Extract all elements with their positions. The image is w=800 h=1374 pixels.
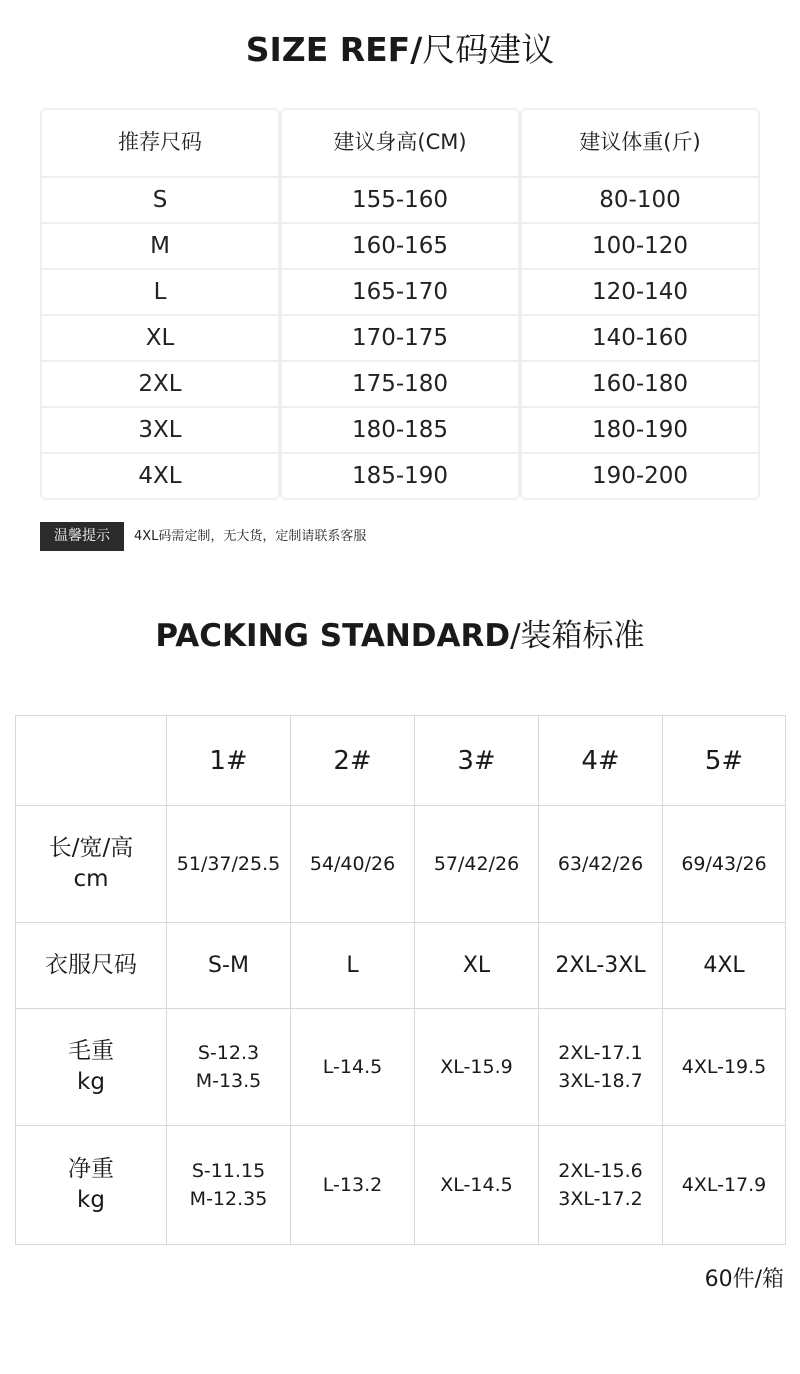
size-cell: L (153, 279, 167, 305)
height-cell: 180-185 (351, 417, 449, 443)
size-ref-title-cn: 尺码建议 (422, 30, 555, 69)
weight-cell: 190-200 (591, 463, 689, 489)
dimension-cell: 57/42/26 (415, 806, 539, 923)
gross-weight-cell: 4XL-19.5 (663, 1009, 786, 1126)
table-row (16, 1009, 786, 1126)
packing-title-cn: /装箱标准 (510, 618, 645, 654)
clothing-size-cell: S-M (167, 923, 291, 1009)
corner-cell (16, 716, 167, 806)
height-cell: 155-160 (351, 187, 449, 213)
net-weight-cell: S-11.15 M-12.35 (167, 1126, 291, 1245)
dimension-cell: 69/43/26 (663, 806, 786, 923)
row-label-unit: cm (73, 866, 109, 892)
size-header-height: 建议身高(CM) (333, 130, 467, 154)
packing-title-en: PACKING STANDARD (155, 618, 511, 654)
dimension-cell: 63/42/26 (539, 806, 663, 923)
weight-cell: 160-180 (591, 371, 689, 397)
size-cell: 3XL (138, 417, 182, 443)
row-label-line: 长/宽/高 (48, 835, 134, 861)
height-cell: 160-165 (351, 233, 449, 259)
box-header: 1# (167, 716, 291, 806)
weight-cell: 140-160 (591, 325, 689, 351)
clothing-size-cell: 2XL-3XL (539, 923, 663, 1009)
size-cell: S (152, 187, 168, 213)
height-cell: 170-175 (351, 325, 449, 351)
row-label-net-weight (16, 1126, 167, 1245)
row-label-gross-weight (16, 1009, 167, 1126)
row-label-dimensions (16, 806, 167, 923)
table-row (16, 716, 786, 806)
size-cell: M (150, 233, 170, 259)
weight-cell: 120-140 (591, 279, 689, 305)
height-cell: 185-190 (351, 463, 449, 489)
row-label-line: 毛重 (68, 1038, 114, 1064)
table-row (16, 806, 786, 923)
net-weight-cell: XL-14.5 (415, 1126, 539, 1245)
clothing-size-cell: 4XL (663, 923, 786, 1009)
weight-cell: 180-190 (591, 417, 689, 443)
dimension-cell: 54/40/26 (291, 806, 415, 923)
gross-weight-cell: L-14.5 (291, 1009, 415, 1126)
packing-title (0, 616, 800, 656)
net-weight-cell: L-13.2 (291, 1126, 415, 1245)
box-header: 3# (415, 716, 539, 806)
row-label-clothing-size (16, 923, 167, 1009)
table-row (16, 1126, 786, 1245)
row-label-line: 净重 (68, 1156, 114, 1182)
size-cell: 4XL (138, 463, 182, 489)
row-label-unit: kg (77, 1187, 105, 1213)
packing-table (15, 715, 786, 1245)
dimension-cell: 51/37/25.5 (167, 806, 291, 923)
weight-cell: 100-120 (591, 233, 689, 259)
height-cell: 165-170 (351, 279, 449, 305)
clothing-size-cell: L (291, 923, 415, 1009)
size-cell: XL (145, 325, 175, 351)
net-weight-cell: 4XL-17.9 (663, 1126, 786, 1245)
height-cell: 175-180 (351, 371, 449, 397)
row-label-unit: kg (77, 1069, 105, 1095)
pieces-per-box: 60件/箱 (704, 1267, 784, 1292)
size-cell: 2XL (138, 371, 182, 397)
box-header: 2# (291, 716, 415, 806)
size-ref-title (0, 30, 800, 70)
size-table (40, 108, 760, 500)
table-row (16, 923, 786, 1009)
gross-weight-cell: XL-15.9 (415, 1009, 539, 1126)
gross-weight-cell: 2XL-17.1 3XL-18.7 (539, 1009, 663, 1126)
notice-badge: 温馨提示 (40, 522, 124, 551)
size-header-size: 推荐尺码 (118, 130, 202, 154)
box-header: 5# (663, 716, 786, 806)
gross-weight-cell: S-12.3 M-13.5 (167, 1009, 291, 1126)
weight-cell: 80-100 (599, 187, 681, 213)
row-label-line: 衣服尺码 (45, 952, 137, 978)
notice-text: 4XL码需定制，无大货，定制请联系客服 (134, 529, 367, 544)
box-header: 4# (539, 716, 663, 806)
net-weight-cell: 2XL-15.6 3XL-17.2 (539, 1126, 663, 1245)
clothing-size-cell: XL (415, 923, 539, 1009)
size-ref-title-en: SIZE REF/ (245, 30, 423, 69)
size-header-weight: 建议体重(斤) (579, 130, 701, 154)
